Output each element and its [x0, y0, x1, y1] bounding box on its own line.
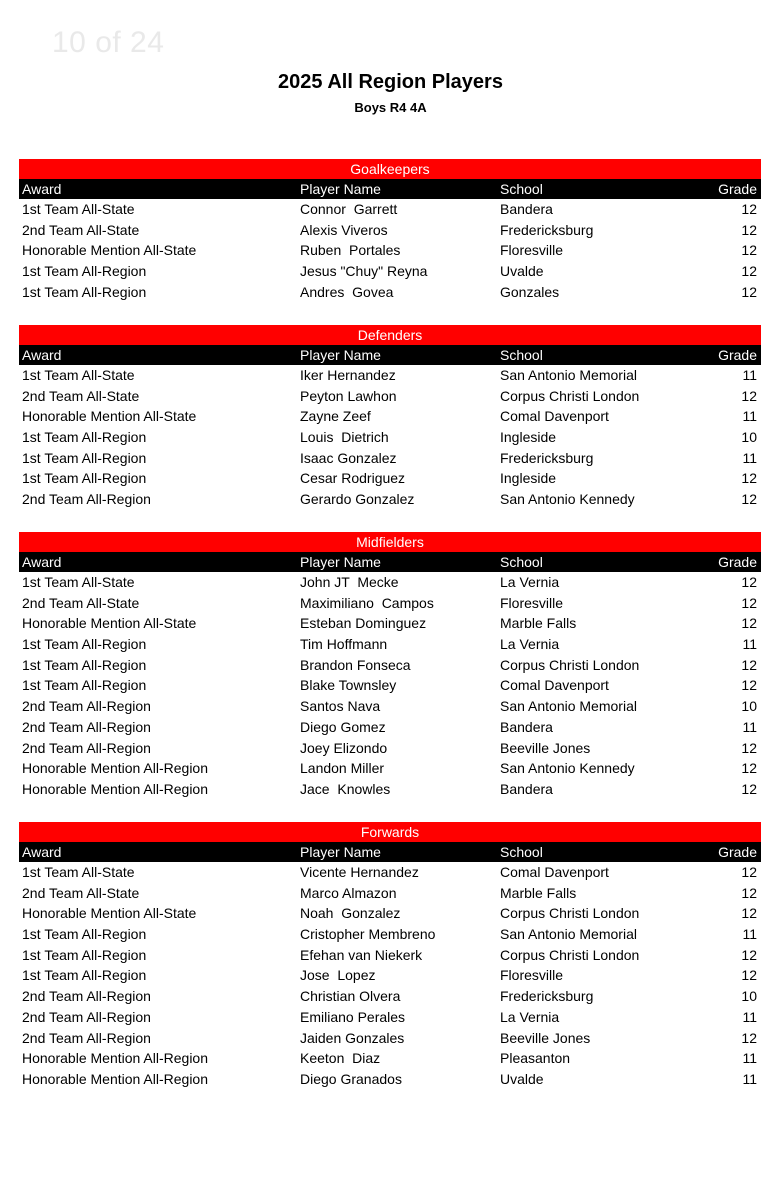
- column-header-player: Player Name: [300, 844, 381, 860]
- cell-grade: 11: [742, 449, 757, 466]
- cell-award: Honorable Mention All-Region: [22, 760, 208, 777]
- cell-award: Honorable Mention All-State: [22, 615, 197, 632]
- cell-player: Isaac Gonzalez: [300, 449, 397, 466]
- table-row: [19, 634, 761, 655]
- cell-player: Gerardo Gonzalez: [300, 491, 415, 508]
- column-header-school: School: [500, 347, 543, 363]
- cell-school: Bandera: [500, 718, 553, 735]
- cell-award: 1st Team All-Region: [22, 967, 147, 984]
- cell-award: 1st Team All-Region: [22, 636, 147, 653]
- cell-award: 2nd Team All-State: [22, 594, 140, 611]
- cell-player: Landon Miller: [300, 760, 385, 777]
- section-forwards: [19, 822, 761, 1090]
- cell-school: La Vernia: [500, 1008, 560, 1025]
- table-row: [19, 862, 761, 883]
- cell-grade: 12: [741, 780, 757, 797]
- table-row: [19, 199, 761, 220]
- cell-award: Honorable Mention All-Region: [22, 1050, 208, 1067]
- section-goalkeepers: [19, 159, 761, 302]
- table-row: [19, 738, 761, 759]
- table-row: [19, 572, 761, 593]
- column-header-player: Player Name: [300, 554, 381, 570]
- cell-school: La Vernia: [500, 636, 560, 653]
- cell-player: Santos Nava: [300, 698, 381, 715]
- table-row: [19, 696, 761, 717]
- cell-player: Joey Elizondo: [300, 739, 388, 756]
- section-title: Midfielders: [19, 532, 761, 552]
- cell-school: Beeville Jones: [500, 739, 591, 756]
- table-row: [19, 1048, 761, 1069]
- cell-school: Fredericksburg: [500, 449, 594, 466]
- cell-grade: 12: [741, 1029, 757, 1046]
- cell-grade: 11: [742, 408, 757, 425]
- section-title: Forwards: [19, 822, 761, 842]
- cell-school: Fredericksburg: [500, 221, 594, 238]
- cell-award: 1st Team All-Region: [22, 946, 147, 963]
- cell-award: 2nd Team All-Region: [22, 1029, 151, 1046]
- cell-school: San Antonio Memorial: [500, 698, 637, 715]
- section-defenders: [19, 325, 761, 510]
- column-header-grade: Grade: [718, 554, 757, 570]
- cell-player: Brandon Fonseca: [300, 656, 411, 673]
- cell-player: Blake Townsley: [300, 677, 397, 694]
- column-header-award: Award: [22, 181, 62, 197]
- cell-player: Noah Gonzalez: [300, 905, 401, 922]
- cell-grade: 12: [741, 677, 757, 694]
- column-header-grade: Grade: [718, 347, 757, 363]
- table-row: [19, 386, 761, 407]
- cell-award: Honorable Mention All-State: [22, 242, 197, 259]
- cell-player: Emiliano Perales: [300, 1008, 406, 1025]
- table-row: [19, 261, 761, 282]
- table-row: [19, 593, 761, 614]
- cell-award: Honorable Mention All-Region: [22, 1070, 208, 1087]
- cell-school: Floresville: [500, 594, 564, 611]
- cell-player: Andres Govea: [300, 283, 394, 300]
- table-row: [19, 779, 761, 800]
- cell-grade: 12: [741, 387, 757, 404]
- table-row: [19, 220, 761, 241]
- table-row: [19, 965, 761, 986]
- cell-award: Honorable Mention All-Region: [22, 780, 208, 797]
- cell-school: Gonzales: [500, 283, 560, 300]
- cell-player: Ruben Portales: [300, 242, 401, 259]
- cell-award: 2nd Team All-Region: [22, 739, 151, 756]
- cell-school: Comal Davenport: [500, 408, 609, 425]
- column-header-player: Player Name: [300, 181, 381, 197]
- cell-award: 2nd Team All-State: [22, 387, 140, 404]
- cell-grade: 12: [741, 739, 757, 756]
- cell-school: Corpus Christi London: [500, 656, 640, 673]
- table-row: [19, 945, 761, 966]
- cell-player: Christian Olvera: [300, 988, 401, 1005]
- cell-grade: 12: [741, 656, 757, 673]
- cell-school: Corpus Christi London: [500, 387, 640, 404]
- table-row: [19, 1028, 761, 1049]
- table-row: [19, 1007, 761, 1028]
- cell-player: Iker Hernandez: [300, 367, 396, 383]
- cell-player: Marco Almazon: [300, 884, 397, 901]
- table-row: [19, 903, 761, 924]
- cell-player: Alexis Viveros: [300, 221, 388, 238]
- cell-player: Connor Garrett: [300, 201, 398, 217]
- cell-player: Keeton Diaz: [300, 1050, 381, 1067]
- column-header-award: Award: [22, 844, 62, 860]
- cell-grade: 12: [741, 491, 757, 508]
- cell-grade: 12: [741, 201, 757, 217]
- table-row: [19, 613, 761, 634]
- cell-award: 2nd Team All-State: [22, 884, 140, 901]
- cell-grade: 10: [741, 698, 757, 715]
- cell-grade: 12: [741, 263, 757, 280]
- cell-grade: 12: [741, 905, 757, 922]
- cell-player: Vicente Hernandez: [300, 864, 419, 880]
- cell-grade: 11: [742, 1070, 757, 1087]
- cell-school: La Vernia: [500, 574, 560, 590]
- cell-school: Uvalde: [500, 1070, 544, 1087]
- cell-grade: 12: [741, 594, 757, 611]
- cell-school: Fredericksburg: [500, 988, 594, 1005]
- cell-award: 1st Team All-Region: [22, 677, 147, 694]
- table-row: [19, 240, 761, 261]
- table-row: [19, 675, 761, 696]
- table-row: [19, 406, 761, 427]
- cell-grade: 12: [741, 242, 757, 259]
- cell-player: Efehan van Niekerk: [300, 946, 423, 963]
- cell-school: San Antonio Memorial: [500, 926, 637, 943]
- cell-player: Peyton Lawhon: [300, 387, 397, 404]
- cell-player: Cristopher Membreno: [300, 926, 436, 943]
- cell-award: 1st Team All-Region: [22, 449, 147, 466]
- cell-grade: 12: [741, 967, 757, 984]
- table-header: [19, 842, 761, 862]
- column-header-school: School: [500, 554, 543, 570]
- cell-award: 1st Team All-Region: [22, 926, 147, 943]
- cell-school: Beeville Jones: [500, 1029, 591, 1046]
- cell-award: 1st Team All-Region: [22, 283, 147, 300]
- section-title: Goalkeepers: [19, 159, 761, 179]
- cell-grade: 11: [742, 718, 757, 735]
- cell-award: 2nd Team All-State: [22, 221, 140, 238]
- cell-player: John JT Mecke: [300, 574, 399, 590]
- column-header-award: Award: [22, 347, 62, 363]
- cell-school: Ingleside: [500, 470, 557, 487]
- cell-school: Floresville: [500, 967, 564, 984]
- cell-school: Pleasanton: [500, 1050, 571, 1067]
- table-row: [19, 717, 761, 738]
- cell-grade: 12: [741, 283, 757, 300]
- cell-school: San Antonio Memorial: [500, 367, 637, 383]
- column-header-school: School: [500, 844, 543, 860]
- cell-award: 1st Team All-State: [22, 367, 135, 383]
- cell-player: Jace Knowles: [300, 780, 391, 797]
- cell-grade: 10: [741, 988, 757, 1005]
- cell-award: 2nd Team All-Region: [22, 698, 151, 715]
- cell-school: Uvalde: [500, 263, 544, 280]
- cell-player: Diego Granados: [300, 1070, 402, 1087]
- column-header-award: Award: [22, 554, 62, 570]
- cell-player: Diego Gomez: [300, 718, 386, 735]
- cell-school: Floresville: [500, 242, 564, 259]
- cell-school: San Antonio Kennedy: [500, 491, 635, 508]
- cell-grade: 11: [742, 367, 757, 383]
- cell-player: Jaiden Gonzales: [300, 1029, 405, 1046]
- cell-player: Jose Lopez: [300, 967, 376, 984]
- cell-grade: 10: [741, 429, 757, 446]
- table-row: [19, 365, 761, 386]
- cell-grade: 12: [741, 221, 757, 238]
- cell-school: Comal Davenport: [500, 864, 609, 880]
- column-header-grade: Grade: [718, 181, 757, 197]
- cell-grade: 12: [741, 864, 757, 880]
- table-header: [19, 179, 761, 199]
- cell-school: Bandera: [500, 201, 553, 217]
- cell-player: Maximiliano Campos: [300, 594, 434, 611]
- cell-player: Esteban Dominguez: [300, 615, 427, 632]
- section-midfielders: [19, 532, 761, 800]
- table-row: [19, 986, 761, 1007]
- table-row: [19, 655, 761, 676]
- cell-school: Marble Falls: [500, 615, 577, 632]
- cell-player: Zayne Zeef: [300, 408, 371, 425]
- table-row: [19, 427, 761, 448]
- table-row: [19, 489, 761, 510]
- page-indicator: 10 of 24: [52, 26, 165, 59]
- cell-award: 2nd Team All-Region: [22, 491, 151, 508]
- cell-award: 1st Team All-State: [22, 574, 135, 590]
- column-header-player: Player Name: [300, 347, 381, 363]
- document-subtitle: Boys R4 4A: [354, 100, 427, 115]
- cell-grade: 11: [742, 636, 757, 653]
- cell-player: Cesar Rodriguez: [300, 470, 406, 487]
- cell-grade: 12: [741, 760, 757, 777]
- cell-player: Louis Dietrich: [300, 429, 389, 446]
- cell-grade: 11: [742, 1050, 757, 1067]
- cell-school: Bandera: [500, 780, 553, 797]
- cell-award: 1st Team All-Region: [22, 263, 147, 280]
- table-row: [19, 468, 761, 489]
- table-row: [19, 448, 761, 469]
- cell-grade: 12: [741, 615, 757, 632]
- table-row: [19, 758, 761, 779]
- cell-player: Jesus "Chuy" Reyna: [300, 263, 428, 280]
- cell-grade: 11: [742, 1008, 757, 1025]
- table-row: [19, 282, 761, 303]
- cell-award: 2nd Team All-Region: [22, 718, 151, 735]
- cell-grade: 12: [741, 884, 757, 901]
- cell-grade: 12: [741, 946, 757, 963]
- cell-school: Corpus Christi London: [500, 946, 640, 963]
- cell-grade: 12: [741, 574, 757, 590]
- cell-school: Ingleside: [500, 429, 557, 446]
- cell-award: 2nd Team All-Region: [22, 1008, 151, 1025]
- cell-award: Honorable Mention All-State: [22, 905, 197, 922]
- cell-school: Comal Davenport: [500, 677, 609, 694]
- cell-award: 1st Team All-Region: [22, 470, 147, 487]
- cell-player: Tim Hoffmann: [300, 636, 388, 653]
- cell-award: 2nd Team All-Region: [22, 988, 151, 1005]
- cell-award: 1st Team All-State: [22, 864, 135, 880]
- section-title: Defenders: [19, 325, 761, 345]
- cell-award: 1st Team All-Region: [22, 656, 147, 673]
- column-header-school: School: [500, 181, 543, 197]
- table-row: [19, 924, 761, 945]
- cell-grade: 11: [742, 926, 757, 943]
- cell-school: Marble Falls: [500, 884, 577, 901]
- cell-grade: 12: [741, 470, 757, 487]
- cell-school: Corpus Christi London: [500, 905, 640, 922]
- table-row: [19, 1069, 761, 1090]
- table-header: [19, 552, 761, 572]
- table-row: [19, 883, 761, 904]
- cell-award: Honorable Mention All-State: [22, 408, 197, 425]
- document-title: 2025 All Region Players: [278, 71, 503, 93]
- table-header: [19, 345, 761, 365]
- cell-award: 1st Team All-Region: [22, 429, 147, 446]
- cell-school: San Antonio Kennedy: [500, 760, 635, 777]
- cell-award: 1st Team All-State: [22, 201, 135, 217]
- column-header-grade: Grade: [718, 844, 757, 860]
